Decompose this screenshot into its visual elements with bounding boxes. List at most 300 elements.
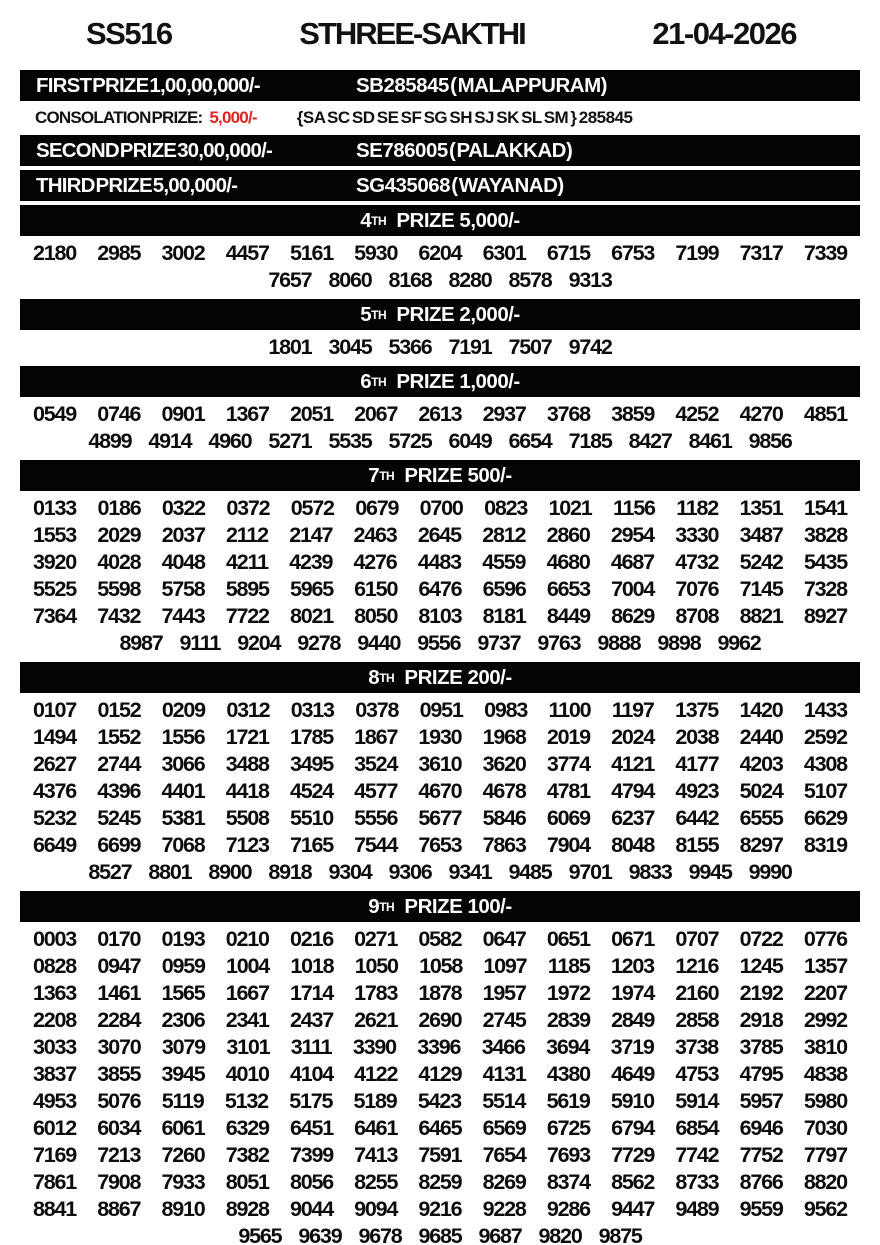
winning-number: 7068 <box>161 833 205 857</box>
winning-number: 0313 <box>290 698 334 722</box>
winning-number: 8155 <box>675 833 719 857</box>
winning-number: 1541 <box>803 496 847 520</box>
winning-number: 7413 <box>354 1143 398 1167</box>
winning-number: 8928 <box>225 1197 269 1221</box>
prize-9th-numbers <box>20 924 860 1245</box>
winning-number: 1930 <box>418 725 462 749</box>
winning-number: 1018 <box>290 954 334 978</box>
winning-numbers-row <box>20 751 860 778</box>
winning-number: 2690 <box>418 1008 462 1032</box>
winning-number: 1351 <box>739 496 783 520</box>
winning-number: 7722 <box>225 604 269 628</box>
winning-number: 0186 <box>97 496 141 520</box>
winning-number: 1357 <box>803 954 847 978</box>
winning-number: 1433 <box>803 698 847 722</box>
winning-number: 7443 <box>161 604 205 628</box>
consolation-label: CONSOLATION PRIZE: <box>35 108 203 127</box>
winning-number: 8280 <box>448 268 492 292</box>
winning-number: 9678 <box>358 1224 402 1245</box>
winning-number: 4649 <box>611 1062 655 1086</box>
winning-number: 2937 <box>482 402 526 426</box>
winning-number: 0133 <box>33 496 77 520</box>
winning-number: 8987 <box>119 631 163 655</box>
winning-number: 2613 <box>418 402 462 426</box>
first-prize-bar <box>20 70 860 101</box>
winning-number: 8269 <box>482 1170 526 1194</box>
winning-number: 8051 <box>225 1170 269 1194</box>
winning-number: 6794 <box>611 1116 655 1140</box>
winning-number: 4678 <box>482 779 526 803</box>
lottery-title: STHREE-SAKTHI <box>299 16 525 51</box>
winning-number: 1100 <box>548 698 591 722</box>
winning-number: 2147 <box>289 523 333 547</box>
winning-number: 3495 <box>289 752 333 776</box>
winning-number: 5598 <box>97 577 141 601</box>
winning-number: 9685 <box>418 1224 462 1245</box>
winning-number: 1494 <box>33 725 77 749</box>
winning-number: 7657 <box>268 268 312 292</box>
winning-number: 5271 <box>268 429 312 453</box>
winning-number: 4838 <box>803 1062 847 1086</box>
winning-number: 6476 <box>418 577 462 601</box>
winning-number: 2992 <box>803 1008 847 1032</box>
winning-number: 2918 <box>739 1008 783 1032</box>
winning-number: 9559 <box>739 1197 783 1221</box>
winning-number: 2839 <box>546 1008 590 1032</box>
winning-number: 9898 <box>657 631 701 655</box>
winning-number: 5677 <box>418 806 462 830</box>
winning-number: 0582 <box>418 927 462 951</box>
prize-7th-header-bar: 7 TH PRIZE 500/- <box>20 460 860 491</box>
winning-number: 2019 <box>546 725 590 749</box>
winning-number: 3738 <box>675 1035 719 1059</box>
winning-number: 3070 <box>97 1035 141 1059</box>
prize-5th-numbers <box>20 332 860 364</box>
winning-number: 3828 <box>803 523 847 547</box>
draw-code: SS516 <box>86 16 172 51</box>
winning-number: 7653 <box>418 833 462 857</box>
winning-number: 9306 <box>388 860 432 884</box>
second-prize-label: SECOND PRIZE 30,00,000/- <box>36 138 272 162</box>
winning-number: 8918 <box>268 860 312 884</box>
winning-number: 7030 <box>803 1116 847 1140</box>
winning-number: 5175 <box>289 1089 333 1113</box>
winning-number: 3002 <box>161 241 205 265</box>
winning-number: 8319 <box>803 833 847 857</box>
prize-4th-numbers <box>20 238 860 297</box>
draw-date: 21-04-2026 <box>652 16 796 51</box>
prize-tier-number: 6 <box>360 369 372 393</box>
winning-number: 6753 <box>611 241 655 265</box>
winning-number: 7654 <box>482 1143 526 1167</box>
winning-number: 9489 <box>675 1197 719 1221</box>
winning-number: 6461 <box>354 1116 398 1140</box>
winning-number: 3079 <box>161 1035 205 1059</box>
winning-number: 9341 <box>448 860 492 884</box>
winning-number: 5556 <box>354 806 398 830</box>
winning-number: 0322 <box>161 496 205 520</box>
winning-numbers-row <box>20 1115 860 1142</box>
winning-number: 2180 <box>33 241 77 265</box>
winning-number: 2207 <box>803 981 847 1005</box>
winning-number: 1552 <box>97 725 141 749</box>
third-prize-winner: SG435068 ( WAYANAD) <box>356 173 564 197</box>
winning-number: 4252 <box>675 402 719 426</box>
winning-number: 2038 <box>675 725 719 749</box>
prize-title-text: PRIZE 2,000/- <box>391 302 520 326</box>
winning-number: 0722 <box>739 927 783 951</box>
winning-number: 4953 <box>33 1089 77 1113</box>
winning-number: 1097 <box>483 954 527 978</box>
winning-number: 5957 <box>739 1089 783 1113</box>
winning-number: 6569 <box>482 1116 526 1140</box>
winning-number: 4380 <box>546 1062 590 1086</box>
winning-number: 8562 <box>611 1170 655 1194</box>
winning-numbers-row <box>20 1142 860 1169</box>
winning-number: 7904 <box>546 833 590 857</box>
winning-number: 0647 <box>482 927 526 951</box>
winning-numbers-row <box>20 1196 860 1223</box>
winning-number: 4177 <box>675 752 719 776</box>
winning-number: 7544 <box>354 833 398 857</box>
winning-numbers-row <box>20 522 860 549</box>
winning-number: 7693 <box>546 1143 590 1167</box>
winning-number: 0549 <box>33 402 77 426</box>
winning-number: 8708 <box>675 604 719 628</box>
winning-number: 4376 <box>33 779 77 803</box>
winning-number: 0003 <box>33 927 77 951</box>
winning-number: 6061 <box>161 1116 205 1140</box>
winning-number: 7169 <box>33 1143 77 1167</box>
winning-number: 5965 <box>289 577 333 601</box>
winning-number: 2592 <box>803 725 847 749</box>
winning-number: 8461 <box>688 429 732 453</box>
first-prize-winner: SB285845 ( MALAPPURAM) <box>356 73 607 97</box>
winning-number: 9562 <box>803 1197 847 1221</box>
winning-numbers-row <box>20 832 860 859</box>
winning-number: 2645 <box>417 523 461 547</box>
prize-4th-header-bar: 4 TH PRIZE 5,000/- <box>20 205 860 236</box>
winning-number: 0707 <box>675 927 719 951</box>
winning-number: 0372 <box>226 496 270 520</box>
winning-number: 1667 <box>225 981 269 1005</box>
winning-number: 8900 <box>208 860 252 884</box>
winning-number: 8449 <box>546 604 590 628</box>
winning-number: 5161 <box>289 241 333 265</box>
winning-numbers-row <box>20 1223 860 1245</box>
winning-number: 9228 <box>482 1197 526 1221</box>
winning-number: 8821 <box>739 604 783 628</box>
winning-number: 8050 <box>354 604 398 628</box>
winning-numbers-row <box>20 980 860 1007</box>
winning-number: 7199 <box>675 241 719 265</box>
winning-numbers-row <box>20 1061 860 1088</box>
winning-numbers-row <box>20 401 860 428</box>
winning-number: 1203 <box>610 954 654 978</box>
prize-tier-number: 9 <box>368 894 380 918</box>
winning-number: 9556 <box>417 631 461 655</box>
winning-number: 2463 <box>353 523 397 547</box>
winning-number: 9286 <box>546 1197 590 1221</box>
winning-number: 1974 <box>611 981 655 1005</box>
winning-number: 4559 <box>482 550 526 574</box>
winning-number: 2860 <box>546 523 590 547</box>
prize-title-text: PRIZE 500/- <box>399 463 512 487</box>
winning-numbers-row <box>20 953 860 980</box>
winning-number: 9763 <box>537 631 581 655</box>
winning-number: 1972 <box>546 981 590 1005</box>
first-prize-label: FIRST PRIZE 1,00,00,000/- <box>36 73 260 97</box>
winning-number: 3045 <box>328 335 372 359</box>
winning-number: 9888 <box>597 631 641 655</box>
prize-title-text: PRIZE 1,000/- <box>391 369 520 393</box>
prize-tier-number: 7 <box>368 463 380 487</box>
winning-number: 1363 <box>33 981 77 1005</box>
prize-5th-header-bar: 5 TH PRIZE 2,000/- <box>20 299 860 330</box>
winning-number: 3466 <box>481 1035 525 1059</box>
winning-number: 0193 <box>161 927 205 951</box>
winning-number: 6699 <box>97 833 141 857</box>
winning-number: 3774 <box>546 752 590 776</box>
winning-number: 2745 <box>482 1008 526 1032</box>
consolation-amount: 5,000/- <box>209 108 257 127</box>
winning-number: 0107 <box>33 698 77 722</box>
winning-number: 3620 <box>482 752 526 776</box>
winning-number: 8578 <box>508 268 552 292</box>
winning-number: 5132 <box>224 1089 268 1113</box>
winning-number: 5381 <box>161 806 205 830</box>
winning-number: 0679 <box>355 496 399 520</box>
winning-number: 5910 <box>610 1089 654 1113</box>
winning-number: 8181 <box>482 604 526 628</box>
winning-number: 4276 <box>353 550 397 574</box>
winning-number: 5366 <box>388 335 432 359</box>
winning-number: 3101 <box>226 1035 270 1059</box>
prize-title-text: PRIZE 200/- <box>399 665 512 689</box>
winning-number: 6150 <box>354 577 398 601</box>
winning-number: 3066 <box>161 752 205 776</box>
winning-number: 3719 <box>610 1035 654 1059</box>
winning-number: 0700 <box>419 496 463 520</box>
winning-number: 7191 <box>448 335 492 359</box>
winning-number: 6237 <box>611 806 655 830</box>
winning-number: 1878 <box>418 981 462 1005</box>
winning-number: 4923 <box>675 779 719 803</box>
winning-number: 0271 <box>354 927 398 951</box>
winning-number: 6555 <box>739 806 783 830</box>
winning-number: 9833 <box>628 860 672 884</box>
winning-number: 5980 <box>803 1089 847 1113</box>
winning-number: 1565 <box>161 981 205 1005</box>
winning-number: 5525 <box>33 577 77 601</box>
winning-number: 9687 <box>478 1224 522 1245</box>
winning-number: 4131 <box>482 1062 526 1086</box>
winning-number: 5914 <box>675 1089 719 1113</box>
winning-number: 6946 <box>739 1116 783 1140</box>
winning-number: 6442 <box>675 806 719 830</box>
winning-number: 3396 <box>417 1035 461 1059</box>
winning-number: 8168 <box>388 268 432 292</box>
prize-6th-header-bar: 6 TH PRIZE 1,000/- <box>20 366 860 397</box>
winning-number: 9990 <box>748 860 792 884</box>
winning-number: 5619 <box>546 1089 590 1113</box>
winning-number: 4010 <box>225 1062 269 1086</box>
winning-number: 0901 <box>161 402 205 426</box>
winning-number: 2284 <box>97 1008 141 1032</box>
winning-number: 3837 <box>33 1062 77 1086</box>
winning-number: 1156 <box>612 496 655 520</box>
winning-number: 8927 <box>803 604 847 628</box>
winning-number: 4483 <box>417 550 461 574</box>
winning-number: 4121 <box>611 752 655 776</box>
winning-number: 7729 <box>611 1143 655 1167</box>
winning-number: 0776 <box>803 927 847 951</box>
winning-number: 1367 <box>225 402 269 426</box>
prize-sections <box>20 205 860 1245</box>
winning-number: 3785 <box>739 1035 783 1059</box>
winning-number: 5242 <box>739 550 783 574</box>
winning-number: 0378 <box>355 698 399 722</box>
second-prize-winner: SE786005 ( PALAKKAD) <box>356 138 573 162</box>
winning-number: 6069 <box>546 806 590 830</box>
winning-number: 4396 <box>97 779 141 803</box>
winning-number: 4680 <box>546 550 590 574</box>
prize-tier-number: 8 <box>368 665 380 689</box>
winning-number: 1050 <box>354 954 398 978</box>
winning-number: 2812 <box>482 523 526 547</box>
header <box>20 8 860 70</box>
winning-number: 0823 <box>484 496 528 520</box>
winning-numbers-row <box>20 428 860 455</box>
prize-6th-numbers <box>20 399 860 458</box>
third-prize-label: THIRD PRIZE 5,00,000/- <box>36 173 238 197</box>
winning-numbers-row <box>20 267 860 294</box>
winning-number: 3390 <box>352 1035 396 1059</box>
winning-number: 7260 <box>161 1143 205 1167</box>
winning-number: 1004 <box>226 954 270 978</box>
winning-number: 6854 <box>675 1116 719 1140</box>
winning-number: 4308 <box>803 752 847 776</box>
winning-number: 6049 <box>448 429 492 453</box>
winning-number: 9737 <box>477 631 521 655</box>
winning-number: 0209 <box>161 698 205 722</box>
winning-number: 3945 <box>161 1062 205 1086</box>
winning-number: 7004 <box>611 577 655 601</box>
winning-number: 1957 <box>482 981 526 1005</box>
winning-number: 7339 <box>803 241 847 265</box>
winning-number: 5245 <box>97 806 141 830</box>
winning-number: 6725 <box>546 1116 590 1140</box>
winning-number: 1021 <box>548 496 592 520</box>
winning-number: 7399 <box>289 1143 333 1167</box>
winning-number: 8841 <box>33 1197 77 1221</box>
winning-numbers-row <box>20 630 860 657</box>
prize-tier-number: 4 <box>360 208 372 232</box>
winning-number: 2744 <box>97 752 141 776</box>
winning-number: 5435 <box>803 550 847 574</box>
winning-number: 1185 <box>547 954 590 978</box>
prize-8th-numbers <box>20 695 860 889</box>
winning-number: 6012 <box>33 1116 77 1140</box>
winning-number: 2029 <box>97 523 141 547</box>
winning-number: 4851 <box>803 402 847 426</box>
winning-number: 8259 <box>418 1170 462 1194</box>
winning-number: 7752 <box>739 1143 783 1167</box>
winning-number: 6715 <box>546 241 590 265</box>
winning-number: 1420 <box>739 698 783 722</box>
winning-numbers-row <box>20 576 860 603</box>
winning-number: 4794 <box>611 779 655 803</box>
winning-number: 8910 <box>161 1197 205 1221</box>
winning-number: 5076 <box>97 1089 141 1113</box>
winning-number: 4732 <box>675 550 719 574</box>
winning-numbers-row <box>20 926 860 953</box>
winning-number: 7507 <box>508 335 552 359</box>
winning-number: 3330 <box>675 523 719 547</box>
winning-number: 7432 <box>97 604 141 628</box>
winning-number: 9094 <box>354 1197 398 1221</box>
winning-number: 7742 <box>675 1143 719 1167</box>
winning-number: 4211 <box>226 550 268 574</box>
winning-number: 9820 <box>538 1224 582 1245</box>
winning-number: 2112 <box>226 523 268 547</box>
winning-number: 6451 <box>289 1116 333 1140</box>
winning-number: 8056 <box>289 1170 333 1194</box>
winning-number: 1058 <box>419 954 463 978</box>
winning-number: 2341 <box>225 1008 269 1032</box>
winning-number: 6329 <box>225 1116 269 1140</box>
winning-number: 4899 <box>88 429 132 453</box>
winning-number: 6596 <box>482 577 526 601</box>
winning-number: 2437 <box>289 1008 333 1032</box>
winning-numbers-row <box>20 1088 860 1115</box>
winning-number: 6465 <box>418 1116 462 1140</box>
winning-number: 3768 <box>546 402 590 426</box>
winning-number: 8766 <box>739 1170 783 1194</box>
winning-number: 5423 <box>417 1089 461 1113</box>
winning-number: 7908 <box>97 1170 141 1194</box>
prize-7th-numbers <box>20 493 860 660</box>
winning-number: 9962 <box>717 631 761 655</box>
winning-number: 9701 <box>568 860 612 884</box>
winning-number: 9875 <box>598 1224 642 1245</box>
winning-number: 8820 <box>803 1170 847 1194</box>
winning-number: 0746 <box>97 402 141 426</box>
winning-number: 1216 <box>675 954 719 978</box>
winning-number: 1721 <box>225 725 269 749</box>
winning-number: 3111 <box>290 1035 332 1059</box>
winning-number: 8629 <box>611 604 655 628</box>
winning-number: 9216 <box>418 1197 462 1221</box>
winning-number: 5510 <box>289 806 333 830</box>
winning-number: 2858 <box>675 1008 719 1032</box>
winning-number: 5232 <box>33 806 77 830</box>
winning-number: 1553 <box>33 523 77 547</box>
winning-number: 9440 <box>357 631 401 655</box>
winning-number: 0312 <box>226 698 270 722</box>
winning-number: 4203 <box>739 752 783 776</box>
winning-number: 8021 <box>289 604 333 628</box>
winning-number: 9565 <box>238 1224 282 1245</box>
winning-number: 1245 <box>739 954 783 978</box>
winning-number: 9447 <box>611 1197 655 1221</box>
winning-number: 1783 <box>354 981 398 1005</box>
winning-number: 7863 <box>482 833 526 857</box>
winning-number: 0210 <box>225 927 269 951</box>
winning-number: 2627 <box>33 752 77 776</box>
winning-number: 6653 <box>546 577 590 601</box>
winning-number: 4270 <box>739 402 783 426</box>
